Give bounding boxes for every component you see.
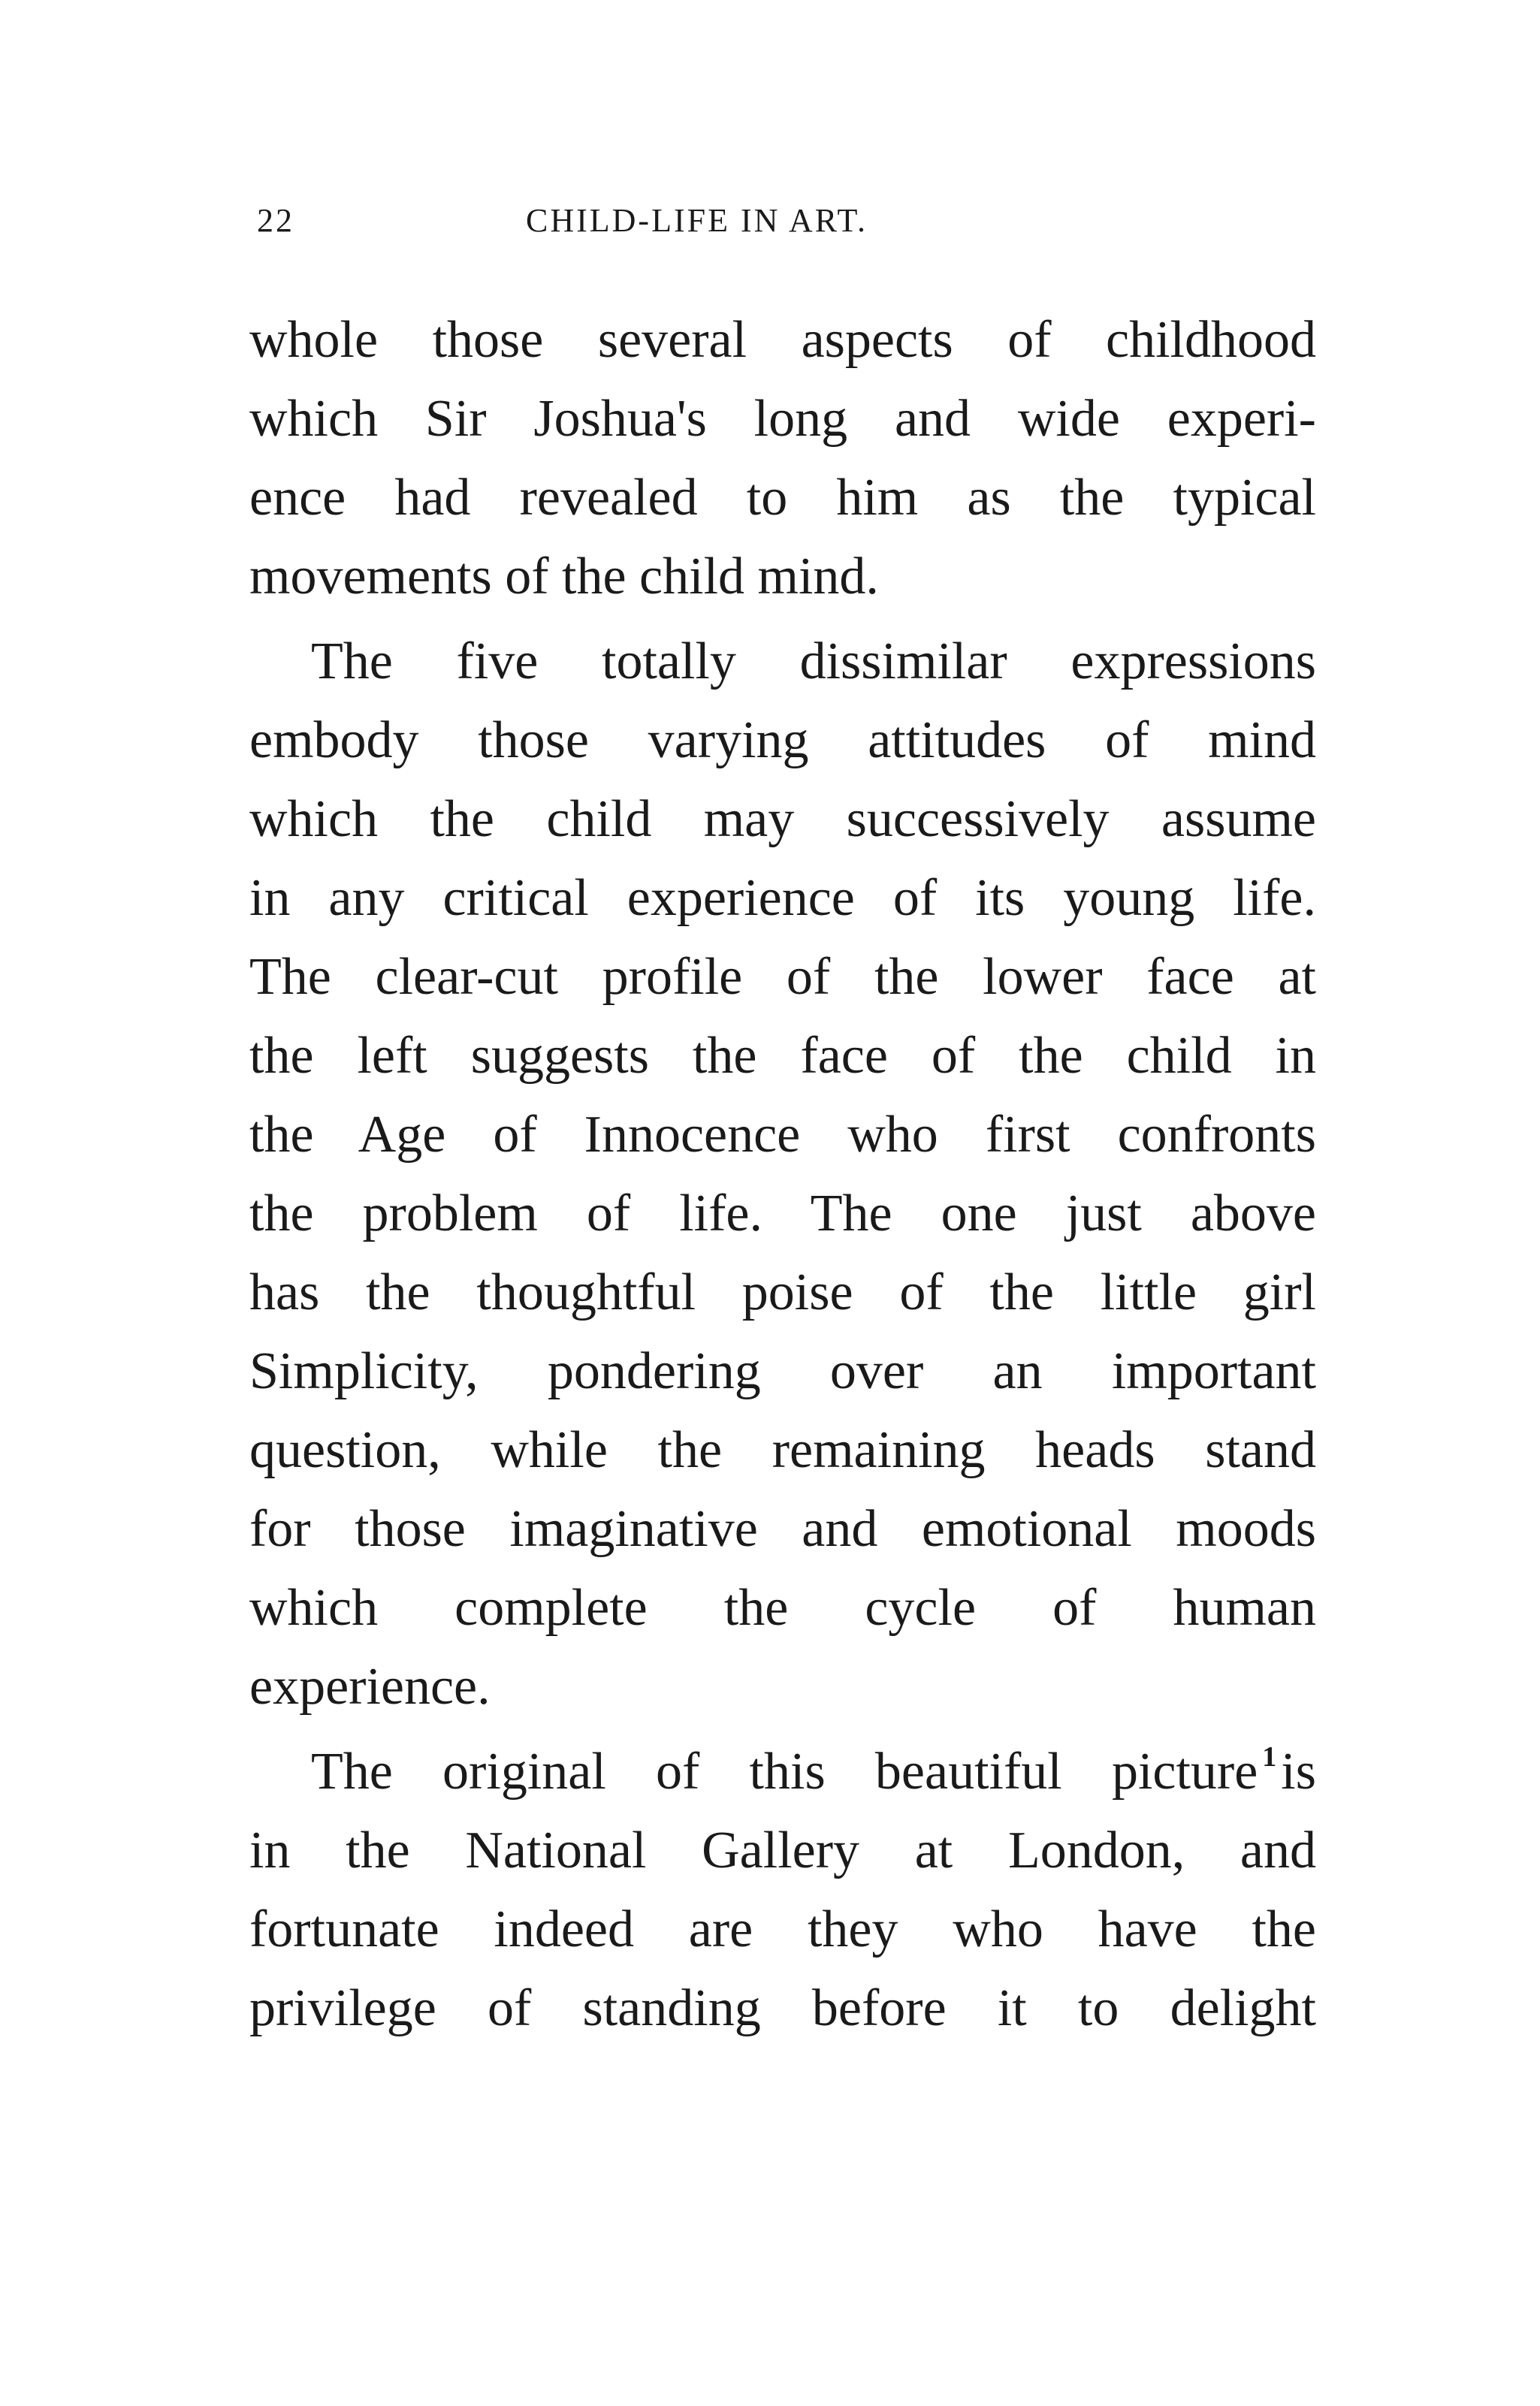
text-line: The clear-cut profile of the lower face at bbox=[249, 948, 1316, 1006]
text-line: in any critical experience of its young life. bbox=[249, 869, 1316, 927]
text-line: has the thoughtful poise of the little girl bbox=[249, 1263, 1316, 1321]
text-line: which the child may successively assume bbox=[249, 790, 1316, 848]
text-fragment: is bbox=[1281, 1743, 1316, 1801]
text-line: question, while the remaining heads stand bbox=[249, 1421, 1316, 1479]
text-line: the left suggests the face of the child in bbox=[249, 1027, 1316, 1085]
text-line: for those imaginative and emotional moods bbox=[249, 1500, 1316, 1558]
page-number: 22 bbox=[257, 202, 294, 239]
running-head bbox=[248, 201, 1315, 246]
text-line: which complete the cycle of human bbox=[249, 1579, 1316, 1637]
text-line: experience. bbox=[249, 1658, 491, 1716]
text-line: Simplicity, pondering over an important bbox=[249, 1342, 1316, 1400]
footnote-reference[interactable]: 1 bbox=[1262, 1741, 1277, 1773]
text-fragment: The original of this beautiful picture bbox=[311, 1743, 1258, 1801]
text-line: movements of the child mind. bbox=[249, 548, 879, 605]
text-line: in the National Gallery at London, and bbox=[249, 1822, 1316, 1879]
text-line: embody those varying attitudes of mind bbox=[249, 711, 1316, 769]
running-title: CHILD-LIFE IN ART. bbox=[526, 202, 868, 239]
text-line: The five totally dissimilar expressions bbox=[311, 632, 1316, 690]
paragraph-3 bbox=[249, 1732, 1316, 2048]
paragraph-2 bbox=[249, 622, 1316, 1726]
body-text bbox=[249, 300, 1316, 2048]
text-line: ence had revealed to him as the typical bbox=[249, 469, 1316, 527]
text-line: privilege of standing before it to delight bbox=[249, 1979, 1316, 2037]
paragraph-1 bbox=[249, 300, 1316, 616]
text-line: whole those several aspects of childhood bbox=[249, 311, 1316, 369]
text-line: fortunate indeed are they who have the bbox=[249, 1900, 1316, 1958]
text-line: the problem of life. The one just above bbox=[249, 1185, 1316, 1242]
text-line: which Sir Joshua's long and wide experi- bbox=[249, 390, 1316, 448]
text-line-with-footnote bbox=[249, 1732, 1316, 1811]
text-line: the Age of Innocence who first confronts bbox=[249, 1106, 1316, 1164]
